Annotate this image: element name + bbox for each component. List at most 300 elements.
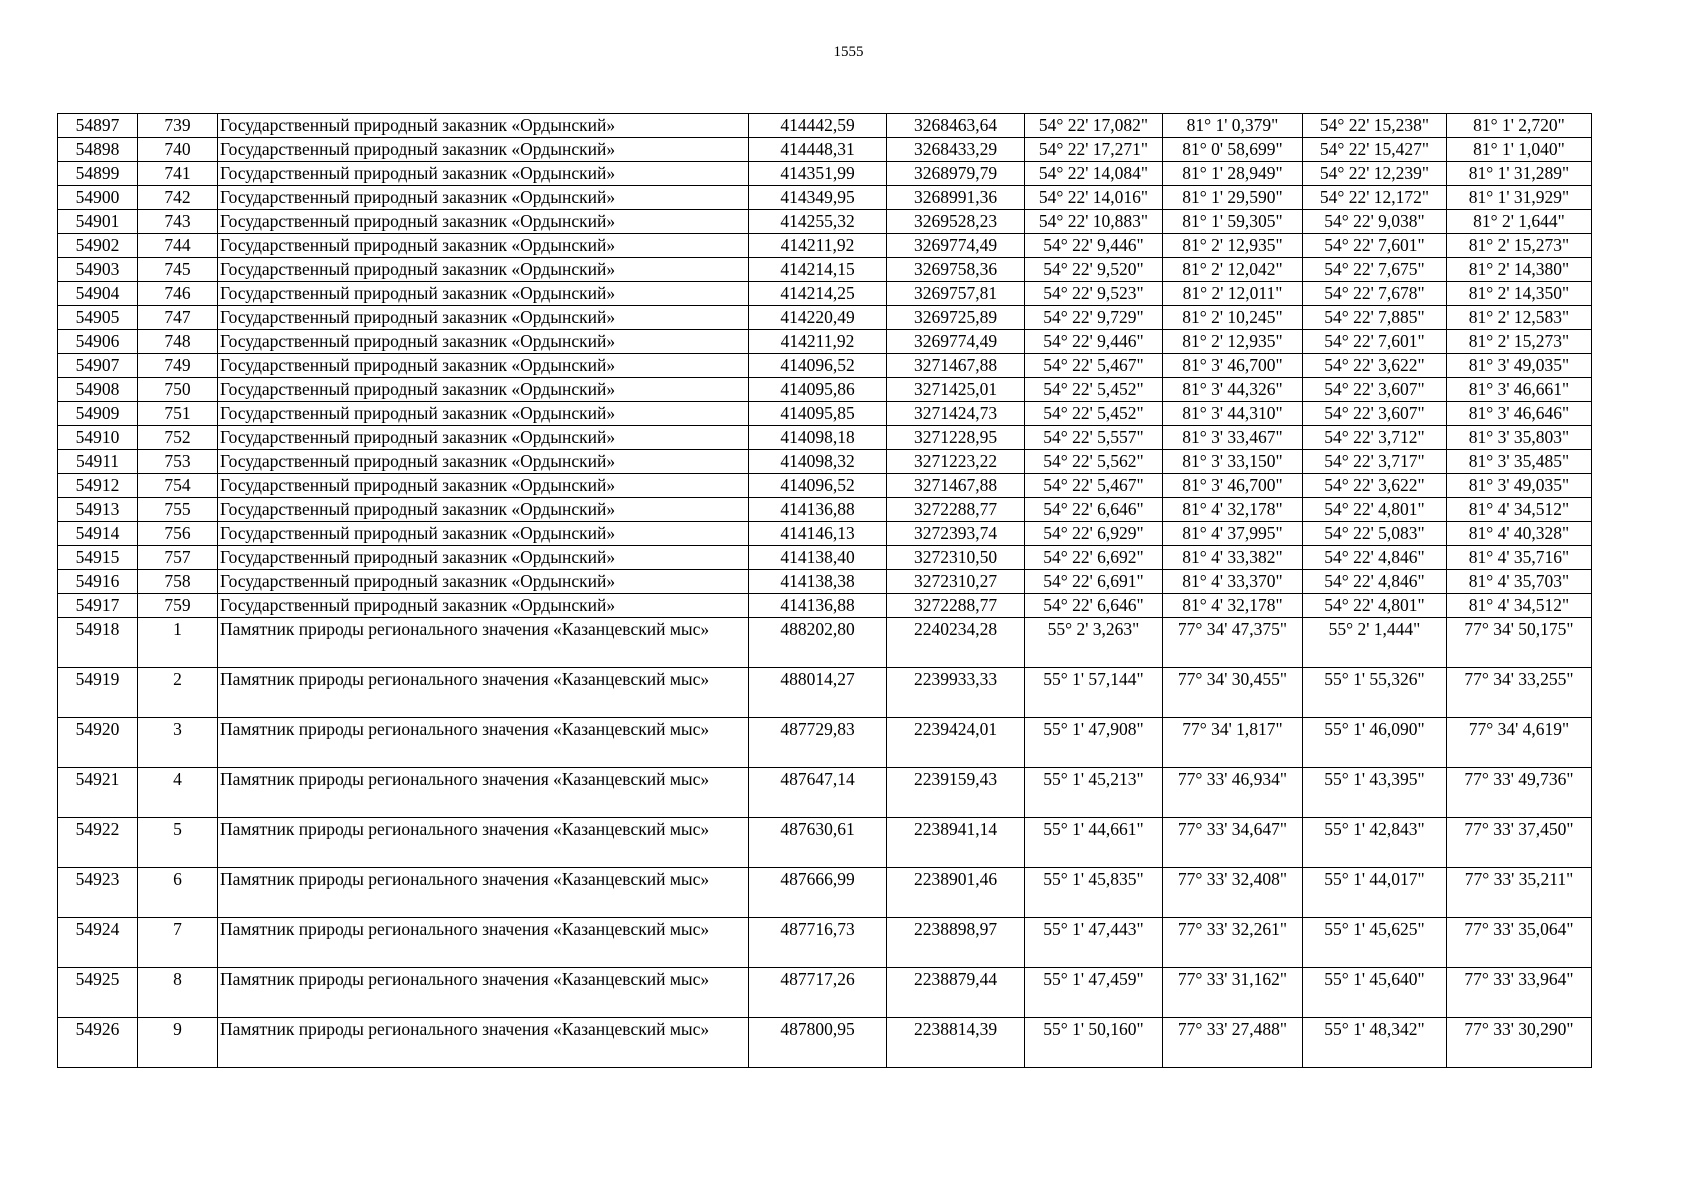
- x-coordinate-cell: 414214,15: [749, 258, 887, 282]
- point-number-cell: 745: [138, 258, 218, 282]
- y-coordinate-cell: 3268463,64: [887, 114, 1025, 138]
- table-row: [58, 378, 1592, 402]
- latitude-1-cell: 55° 1' 47,459": [1025, 968, 1163, 1018]
- row-number-cell: 54903: [58, 258, 138, 282]
- y-coordinate-cell: 2239933,33: [887, 668, 1025, 718]
- longitude-2-cell: 77° 34' 4,619": [1447, 718, 1592, 768]
- y-coordinate-cell: 3271467,88: [887, 474, 1025, 498]
- table-row: [58, 450, 1592, 474]
- x-coordinate-cell: 487666,99: [749, 868, 887, 918]
- point-number-cell: 757: [138, 546, 218, 570]
- latitude-2-cell: 55° 1' 48,342": [1303, 1018, 1447, 1068]
- latitude-2-cell: 54° 22' 4,801": [1303, 498, 1447, 522]
- latitude-1-cell: 54° 22' 14,084": [1025, 162, 1163, 186]
- coordinates-table: [57, 113, 1592, 1068]
- row-number-cell: 54912: [58, 474, 138, 498]
- table-row: [58, 234, 1592, 258]
- longitude-1-cell: 81° 0' 58,699": [1163, 138, 1303, 162]
- longitude-2-cell: 81° 3' 46,646": [1447, 402, 1592, 426]
- longitude-1-cell: 77° 33' 27,488": [1163, 1018, 1303, 1068]
- object-name-cell: Государственный природный заказник «Ордынский»: [218, 474, 749, 498]
- object-name-cell: Государственный природный заказник «Ордынский»: [218, 522, 749, 546]
- longitude-1-cell: 81° 3' 33,467": [1163, 426, 1303, 450]
- latitude-2-cell: 54° 22' 3,717": [1303, 450, 1447, 474]
- object-name-cell: Государственный природный заказник «Ордынский»: [218, 138, 749, 162]
- latitude-2-cell: 54° 22' 3,607": [1303, 402, 1447, 426]
- y-coordinate-cell: 3271425,01: [887, 378, 1025, 402]
- y-coordinate-cell: 3272393,74: [887, 522, 1025, 546]
- latitude-1-cell: 54° 22' 5,452": [1025, 402, 1163, 426]
- x-coordinate-cell: 487716,73: [749, 918, 887, 968]
- object-name-cell: Государственный природный заказник «Ордынский»: [218, 594, 749, 618]
- longitude-2-cell: 81° 3' 49,035": [1447, 474, 1592, 498]
- object-name-cell: Государственный природный заказник «Ордынский»: [218, 450, 749, 474]
- latitude-1-cell: 54° 22' 9,523": [1025, 282, 1163, 306]
- longitude-1-cell: 81° 4' 33,382": [1163, 546, 1303, 570]
- latitude-2-cell: 55° 1' 46,090": [1303, 718, 1447, 768]
- object-name-cell: Государственный природный заказник «Ордынский»: [218, 186, 749, 210]
- point-number-cell: 741: [138, 162, 218, 186]
- latitude-1-cell: 55° 1' 50,160": [1025, 1018, 1163, 1068]
- page-number: 1555: [833, 44, 864, 60]
- row-number-cell: 54924: [58, 918, 138, 968]
- object-name-cell: Государственный природный заказник «Ордынский»: [218, 234, 749, 258]
- y-coordinate-cell: 3272288,77: [887, 594, 1025, 618]
- longitude-2-cell: 81° 3' 49,035": [1447, 354, 1592, 378]
- object-name-cell: Памятник природы регионального значения «Казанцевский мыс»: [218, 868, 749, 918]
- longitude-1-cell: 81° 1' 29,590": [1163, 186, 1303, 210]
- row-number-cell: 54901: [58, 210, 138, 234]
- x-coordinate-cell: 414095,86: [749, 378, 887, 402]
- x-coordinate-cell: 414211,92: [749, 234, 887, 258]
- longitude-2-cell: 77° 33' 37,450": [1447, 818, 1592, 868]
- x-coordinate-cell: 487717,26: [749, 968, 887, 1018]
- row-number-cell: 54921: [58, 768, 138, 818]
- point-number-cell: 2: [138, 668, 218, 718]
- object-name-cell: Государственный природный заказник «Ордынский»: [218, 378, 749, 402]
- longitude-2-cell: 77° 33' 35,064": [1447, 918, 1592, 968]
- point-number-cell: 756: [138, 522, 218, 546]
- point-number-cell: 742: [138, 186, 218, 210]
- latitude-2-cell: 54° 22' 3,622": [1303, 354, 1447, 378]
- point-number-cell: 9: [138, 1018, 218, 1068]
- latitude-1-cell: 54° 22' 17,082": [1025, 114, 1163, 138]
- table-row: [58, 330, 1592, 354]
- y-coordinate-cell: 3269528,23: [887, 210, 1025, 234]
- x-coordinate-cell: 414095,85: [749, 402, 887, 426]
- table-row: [58, 818, 1592, 868]
- object-name-cell: Государственный природный заказник «Ордынский»: [218, 402, 749, 426]
- x-coordinate-cell: 414349,95: [749, 186, 887, 210]
- x-coordinate-cell: 414146,13: [749, 522, 887, 546]
- x-coordinate-cell: 488202,80: [749, 618, 887, 668]
- latitude-2-cell: 55° 1' 43,395": [1303, 768, 1447, 818]
- y-coordinate-cell: 3268991,36: [887, 186, 1025, 210]
- row-number-cell: 54904: [58, 282, 138, 306]
- longitude-2-cell: 77° 34' 33,255": [1447, 668, 1592, 718]
- row-number-cell: 54915: [58, 546, 138, 570]
- latitude-2-cell: 54° 22' 3,712": [1303, 426, 1447, 450]
- row-number-cell: 54900: [58, 186, 138, 210]
- table-row: [58, 918, 1592, 968]
- latitude-2-cell: 54° 22' 4,846": [1303, 570, 1447, 594]
- table-row: [58, 498, 1592, 522]
- longitude-1-cell: 81° 3' 33,150": [1163, 450, 1303, 474]
- latitude-1-cell: 54° 22' 10,883": [1025, 210, 1163, 234]
- x-coordinate-cell: 414220,49: [749, 306, 887, 330]
- object-name-cell: Государственный природный заказник «Ордынский»: [218, 570, 749, 594]
- x-coordinate-cell: 487630,61: [749, 818, 887, 868]
- table-row: [58, 768, 1592, 818]
- latitude-2-cell: 54° 22' 7,601": [1303, 234, 1447, 258]
- table-row: [58, 618, 1592, 668]
- row-number-cell: 54923: [58, 868, 138, 918]
- y-coordinate-cell: 2238879,44: [887, 968, 1025, 1018]
- table-row: [58, 258, 1592, 282]
- longitude-2-cell: 81° 4' 35,703": [1447, 570, 1592, 594]
- latitude-1-cell: 55° 2' 3,263": [1025, 618, 1163, 668]
- point-number-cell: 755: [138, 498, 218, 522]
- point-number-cell: 740: [138, 138, 218, 162]
- table-row: [58, 186, 1592, 210]
- longitude-2-cell: 81° 2' 15,273": [1447, 330, 1592, 354]
- latitude-1-cell: 55° 1' 57,144": [1025, 668, 1163, 718]
- latitude-2-cell: 55° 1' 55,326": [1303, 668, 1447, 718]
- longitude-1-cell: 77° 33' 32,408": [1163, 868, 1303, 918]
- longitude-2-cell: 81° 3' 46,661": [1447, 378, 1592, 402]
- row-number-cell: 54922: [58, 818, 138, 868]
- x-coordinate-cell: 414138,40: [749, 546, 887, 570]
- row-number-cell: 54913: [58, 498, 138, 522]
- longitude-1-cell: 81° 3' 46,700": [1163, 474, 1303, 498]
- latitude-1-cell: 54° 22' 5,467": [1025, 474, 1163, 498]
- row-number-cell: 54914: [58, 522, 138, 546]
- object-name-cell: Государственный природный заказник «Ордынский»: [218, 546, 749, 570]
- table-row: [58, 210, 1592, 234]
- latitude-1-cell: 54° 22' 9,520": [1025, 258, 1163, 282]
- x-coordinate-cell: 414211,92: [749, 330, 887, 354]
- object-name-cell: Государственный природный заказник «Ордынский»: [218, 210, 749, 234]
- longitude-2-cell: 81° 2' 15,273": [1447, 234, 1592, 258]
- table-row: [58, 306, 1592, 330]
- latitude-1-cell: 54° 22' 9,446": [1025, 234, 1163, 258]
- latitude-1-cell: 55° 1' 47,443": [1025, 918, 1163, 968]
- point-number-cell: 4: [138, 768, 218, 818]
- table-row: [58, 718, 1592, 768]
- object-name-cell: Памятник природы регионального значения «Казанцевский мыс»: [218, 818, 749, 868]
- latitude-1-cell: 55° 1' 44,661": [1025, 818, 1163, 868]
- latitude-2-cell: 54° 22' 7,601": [1303, 330, 1447, 354]
- latitude-2-cell: 54° 22' 9,038": [1303, 210, 1447, 234]
- longitude-1-cell: 81° 4' 32,178": [1163, 498, 1303, 522]
- latitude-1-cell: 54° 22' 17,271": [1025, 138, 1163, 162]
- latitude-2-cell: 54° 22' 12,239": [1303, 162, 1447, 186]
- row-number-cell: 54907: [58, 354, 138, 378]
- object-name-cell: Государственный природный заказник «Ордынский»: [218, 354, 749, 378]
- longitude-1-cell: 77° 33' 32,261": [1163, 918, 1303, 968]
- longitude-1-cell: 81° 2' 12,935": [1163, 330, 1303, 354]
- longitude-1-cell: 81° 1' 28,949": [1163, 162, 1303, 186]
- latitude-1-cell: 54° 22' 9,729": [1025, 306, 1163, 330]
- x-coordinate-cell: 488014,27: [749, 668, 887, 718]
- latitude-2-cell: 54° 22' 15,238": [1303, 114, 1447, 138]
- y-coordinate-cell: 2240234,28: [887, 618, 1025, 668]
- longitude-1-cell: 81° 2' 12,011": [1163, 282, 1303, 306]
- point-number-cell: 748: [138, 330, 218, 354]
- table-row: [58, 968, 1592, 1018]
- object-name-cell: Памятник природы регионального значения «Казанцевский мыс»: [218, 668, 749, 718]
- longitude-1-cell: 81° 4' 33,370": [1163, 570, 1303, 594]
- row-number-cell: 54919: [58, 668, 138, 718]
- point-number-cell: 8: [138, 968, 218, 1018]
- point-number-cell: 758: [138, 570, 218, 594]
- row-number-cell: 54908: [58, 378, 138, 402]
- longitude-2-cell: 81° 4' 35,716": [1447, 546, 1592, 570]
- point-number-cell: 3: [138, 718, 218, 768]
- point-number-cell: 1: [138, 618, 218, 668]
- row-number-cell: 54916: [58, 570, 138, 594]
- longitude-1-cell: 77° 34' 1,817": [1163, 718, 1303, 768]
- latitude-1-cell: 54° 22' 6,692": [1025, 546, 1163, 570]
- latitude-2-cell: 54° 22' 12,172": [1303, 186, 1447, 210]
- latitude-2-cell: 54° 22' 7,678": [1303, 282, 1447, 306]
- object-name-cell: Памятник природы регионального значения «Казанцевский мыс»: [218, 968, 749, 1018]
- longitude-2-cell: 81° 4' 34,512": [1447, 594, 1592, 618]
- object-name-cell: Государственный природный заказник «Ордынский»: [218, 162, 749, 186]
- row-number-cell: 54902: [58, 234, 138, 258]
- object-name-cell: Государственный природный заказник «Ордынский»: [218, 258, 749, 282]
- row-number-cell: 54910: [58, 426, 138, 450]
- y-coordinate-cell: 3268979,79: [887, 162, 1025, 186]
- point-number-cell: 749: [138, 354, 218, 378]
- object-name-cell: Государственный природный заказник «Ордынский»: [218, 306, 749, 330]
- point-number-cell: 744: [138, 234, 218, 258]
- x-coordinate-cell: 414448,31: [749, 138, 887, 162]
- point-number-cell: 750: [138, 378, 218, 402]
- latitude-2-cell: 54° 22' 5,083": [1303, 522, 1447, 546]
- object-name-cell: Государственный природный заказник «Ордынский»: [218, 114, 749, 138]
- latitude-1-cell: 55° 1' 45,213": [1025, 768, 1163, 818]
- object-name-cell: Памятник природы регионального значения «Казанцевский мыс»: [218, 768, 749, 818]
- y-coordinate-cell: 3268433,29: [887, 138, 1025, 162]
- y-coordinate-cell: 2238898,97: [887, 918, 1025, 968]
- point-number-cell: 747: [138, 306, 218, 330]
- longitude-1-cell: 81° 1' 0,379": [1163, 114, 1303, 138]
- table-row: [58, 1018, 1592, 1068]
- table-row: [58, 522, 1592, 546]
- row-number-cell: 54918: [58, 618, 138, 668]
- latitude-2-cell: 55° 1' 45,640": [1303, 968, 1447, 1018]
- y-coordinate-cell: 3271467,88: [887, 354, 1025, 378]
- x-coordinate-cell: 414098,32: [749, 450, 887, 474]
- y-coordinate-cell: 2239424,01: [887, 718, 1025, 768]
- x-coordinate-cell: 414096,52: [749, 354, 887, 378]
- table-row: [58, 162, 1592, 186]
- y-coordinate-cell: 3269774,49: [887, 234, 1025, 258]
- x-coordinate-cell: 414096,52: [749, 474, 887, 498]
- table-row: [58, 594, 1592, 618]
- latitude-1-cell: 54° 22' 6,691": [1025, 570, 1163, 594]
- latitude-2-cell: 54° 22' 4,846": [1303, 546, 1447, 570]
- longitude-1-cell: 81° 2' 10,245": [1163, 306, 1303, 330]
- row-number-cell: 54897: [58, 114, 138, 138]
- latitude-1-cell: 54° 22' 5,452": [1025, 378, 1163, 402]
- longitude-1-cell: 81° 3' 44,326": [1163, 378, 1303, 402]
- x-coordinate-cell: 487729,83: [749, 718, 887, 768]
- latitude-1-cell: 55° 1' 47,908": [1025, 718, 1163, 768]
- row-number-cell: 54906: [58, 330, 138, 354]
- latitude-1-cell: 54° 22' 6,646": [1025, 594, 1163, 618]
- latitude-1-cell: 54° 22' 6,929": [1025, 522, 1163, 546]
- table-row: [58, 354, 1592, 378]
- longitude-1-cell: 77° 34' 30,455": [1163, 668, 1303, 718]
- latitude-2-cell: 54° 22' 4,801": [1303, 594, 1447, 618]
- object-name-cell: Памятник природы регионального значения «Казанцевский мыс»: [218, 718, 749, 768]
- longitude-2-cell: 77° 34' 50,175": [1447, 618, 1592, 668]
- row-number-cell: 54920: [58, 718, 138, 768]
- longitude-2-cell: 81° 1' 2,720": [1447, 114, 1592, 138]
- y-coordinate-cell: 3269725,89: [887, 306, 1025, 330]
- longitude-2-cell: 81° 2' 14,380": [1447, 258, 1592, 282]
- latitude-2-cell: 54° 22' 15,427": [1303, 138, 1447, 162]
- latitude-1-cell: 54° 22' 5,562": [1025, 450, 1163, 474]
- object-name-cell: Государственный природный заказник «Ордынский»: [218, 330, 749, 354]
- table-row: [58, 546, 1592, 570]
- point-number-cell: 746: [138, 282, 218, 306]
- y-coordinate-cell: 3272310,27: [887, 570, 1025, 594]
- x-coordinate-cell: 414214,25: [749, 282, 887, 306]
- x-coordinate-cell: 414098,18: [749, 426, 887, 450]
- longitude-1-cell: 77° 33' 46,934": [1163, 768, 1303, 818]
- longitude-1-cell: 81° 3' 46,700": [1163, 354, 1303, 378]
- longitude-2-cell: 81° 4' 34,512": [1447, 498, 1592, 522]
- y-coordinate-cell: 3271424,73: [887, 402, 1025, 426]
- longitude-2-cell: 81° 3' 35,803": [1447, 426, 1592, 450]
- y-coordinate-cell: 3272310,50: [887, 546, 1025, 570]
- longitude-2-cell: 81° 1' 31,929": [1447, 186, 1592, 210]
- longitude-1-cell: 81° 1' 59,305": [1163, 210, 1303, 234]
- latitude-1-cell: 54° 22' 14,016": [1025, 186, 1163, 210]
- y-coordinate-cell: 3271228,95: [887, 426, 1025, 450]
- row-number-cell: 54905: [58, 306, 138, 330]
- table-row: [58, 668, 1592, 718]
- table-row: [58, 868, 1592, 918]
- row-number-cell: 54917: [58, 594, 138, 618]
- x-coordinate-cell: 414136,88: [749, 594, 887, 618]
- longitude-2-cell: 81° 2' 14,350": [1447, 282, 1592, 306]
- x-coordinate-cell: 487800,95: [749, 1018, 887, 1068]
- latitude-2-cell: 55° 1' 45,625": [1303, 918, 1447, 968]
- longitude-2-cell: 81° 1' 31,289": [1447, 162, 1592, 186]
- longitude-1-cell: 77° 33' 31,162": [1163, 968, 1303, 1018]
- x-coordinate-cell: 414138,38: [749, 570, 887, 594]
- row-number-cell: 54911: [58, 450, 138, 474]
- point-number-cell: 7: [138, 918, 218, 968]
- x-coordinate-cell: 414351,99: [749, 162, 887, 186]
- longitude-2-cell: 81° 2' 12,583": [1447, 306, 1592, 330]
- point-number-cell: 6: [138, 868, 218, 918]
- latitude-2-cell: 54° 22' 3,607": [1303, 378, 1447, 402]
- y-coordinate-cell: 3269774,49: [887, 330, 1025, 354]
- table-row: [58, 570, 1592, 594]
- point-number-cell: 751: [138, 402, 218, 426]
- longitude-2-cell: 77° 33' 33,964": [1447, 968, 1592, 1018]
- y-coordinate-cell: 2239159,43: [887, 768, 1025, 818]
- longitude-2-cell: 77° 33' 49,736": [1447, 768, 1592, 818]
- table-row: [58, 474, 1592, 498]
- y-coordinate-cell: 3269757,81: [887, 282, 1025, 306]
- object-name-cell: Памятник природы регионального значения «Казанцевский мыс»: [218, 1018, 749, 1068]
- longitude-1-cell: 81° 4' 37,995": [1163, 522, 1303, 546]
- object-name-cell: Памятник природы регионального значения «Казанцевский мыс»: [218, 618, 749, 668]
- latitude-2-cell: 55° 1' 44,017": [1303, 868, 1447, 918]
- latitude-1-cell: 55° 1' 45,835": [1025, 868, 1163, 918]
- table-row: [58, 282, 1592, 306]
- x-coordinate-cell: 487647,14: [749, 768, 887, 818]
- object-name-cell: Государственный природный заказник «Ордынский»: [218, 498, 749, 522]
- object-name-cell: Государственный природный заказник «Ордынский»: [218, 282, 749, 306]
- y-coordinate-cell: 2238814,39: [887, 1018, 1025, 1068]
- y-coordinate-cell: 3272288,77: [887, 498, 1025, 522]
- table-row: [58, 426, 1592, 450]
- row-number-cell: 54925: [58, 968, 138, 1018]
- latitude-2-cell: 55° 2' 1,444": [1303, 618, 1447, 668]
- object-name-cell: Государственный природный заказник «Ордынский»: [218, 426, 749, 450]
- longitude-2-cell: 81° 2' 1,644": [1447, 210, 1592, 234]
- latitude-1-cell: 54° 22' 5,557": [1025, 426, 1163, 450]
- longitude-2-cell: 77° 33' 35,211": [1447, 868, 1592, 918]
- y-coordinate-cell: 2238901,46: [887, 868, 1025, 918]
- latitude-1-cell: 54° 22' 9,446": [1025, 330, 1163, 354]
- longitude-1-cell: 81° 2' 12,042": [1163, 258, 1303, 282]
- longitude-2-cell: 81° 4' 40,328": [1447, 522, 1592, 546]
- longitude-1-cell: 77° 33' 34,647": [1163, 818, 1303, 868]
- point-number-cell: 5: [138, 818, 218, 868]
- y-coordinate-cell: 3269758,36: [887, 258, 1025, 282]
- x-coordinate-cell: 414255,32: [749, 210, 887, 234]
- row-number-cell: 54899: [58, 162, 138, 186]
- latitude-2-cell: 55° 1' 42,843": [1303, 818, 1447, 868]
- longitude-1-cell: 81° 2' 12,935": [1163, 234, 1303, 258]
- latitude-1-cell: 54° 22' 6,646": [1025, 498, 1163, 522]
- x-coordinate-cell: 414136,88: [749, 498, 887, 522]
- point-number-cell: 759: [138, 594, 218, 618]
- row-number-cell: 54909: [58, 402, 138, 426]
- longitude-2-cell: 81° 1' 1,040": [1447, 138, 1592, 162]
- table-row: [58, 402, 1592, 426]
- longitude-2-cell: 81° 3' 35,485": [1447, 450, 1592, 474]
- longitude-1-cell: 81° 4' 32,178": [1163, 594, 1303, 618]
- point-number-cell: 739: [138, 114, 218, 138]
- point-number-cell: 753: [138, 450, 218, 474]
- x-coordinate-cell: 414442,59: [749, 114, 887, 138]
- longitude-2-cell: 77° 33' 30,290": [1447, 1018, 1592, 1068]
- point-number-cell: 752: [138, 426, 218, 450]
- object-name-cell: Памятник природы регионального значения «Казанцевский мыс»: [218, 918, 749, 968]
- point-number-cell: 743: [138, 210, 218, 234]
- y-coordinate-cell: 3271223,22: [887, 450, 1025, 474]
- longitude-1-cell: 81° 3' 44,310": [1163, 402, 1303, 426]
- y-coordinate-cell: 2238941,14: [887, 818, 1025, 868]
- table-row: [58, 138, 1592, 162]
- row-number-cell: 54898: [58, 138, 138, 162]
- row-number-cell: 54926: [58, 1018, 138, 1068]
- latitude-1-cell: 54° 22' 5,467": [1025, 354, 1163, 378]
- table-body: [58, 114, 1592, 1068]
- longitude-1-cell: 77° 34' 47,375": [1163, 618, 1303, 668]
- point-number-cell: 754: [138, 474, 218, 498]
- latitude-2-cell: 54° 22' 7,675": [1303, 258, 1447, 282]
